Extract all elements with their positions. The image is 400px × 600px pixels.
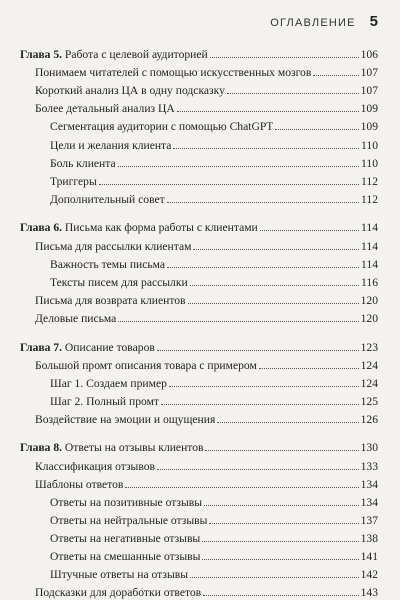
entry-page-number: 141 xyxy=(360,550,378,564)
entry-title: Тексты писем для рассылки xyxy=(50,275,188,289)
entry-title: Важность темы письма xyxy=(50,257,166,271)
subsection-entry[interactable] xyxy=(20,545,378,563)
entry-page-number: 120 xyxy=(360,293,378,307)
entry-title: Короткий анализ ЦА в одну подсказку xyxy=(35,84,225,98)
chapter-name: Работа с целевой аудиторией xyxy=(62,48,208,62)
dot-leader xyxy=(188,303,359,304)
dot-leader xyxy=(161,404,359,405)
dot-leader xyxy=(227,93,359,94)
entry-page-number: 137 xyxy=(360,513,378,527)
subsection-entry[interactable] xyxy=(20,115,378,133)
section-entry[interactable] xyxy=(20,61,378,79)
entry-title: Шаг 2. Полный промт xyxy=(50,394,159,408)
chapter-block xyxy=(20,436,378,599)
entry-title: Письма для рассылки клиентам xyxy=(35,239,192,253)
entry-title: Шаблоны ответов xyxy=(35,477,124,491)
subsection-entry[interactable] xyxy=(20,188,378,206)
entry-page-number: 134 xyxy=(360,495,378,509)
dot-leader xyxy=(203,595,358,596)
entry-title: Штучные ответы на отзывы xyxy=(50,568,189,582)
dot-leader xyxy=(217,422,358,423)
chapter-title xyxy=(20,341,155,354)
chapter-block xyxy=(20,43,378,206)
section-entry[interactable] xyxy=(20,307,378,325)
subsection-entry[interactable] xyxy=(20,253,378,271)
entry-title: Сегментация аудитории с помощью ChatGPT xyxy=(50,120,274,134)
entry-title: Большой промт описания товара с примером xyxy=(35,358,257,372)
entry-title: Ответы на смешанные отзывы xyxy=(50,550,201,564)
dot-leader xyxy=(125,487,358,488)
dot-leader xyxy=(275,129,358,130)
page-header xyxy=(270,13,378,30)
chapter-entry[interactable] xyxy=(20,216,378,234)
dot-leader xyxy=(177,111,359,112)
chapter-entry[interactable] xyxy=(20,436,378,454)
entry-title: Шаг 1. Создаем пример xyxy=(50,376,167,390)
page-number: 5 xyxy=(369,13,378,30)
entry-title: Деловые письма xyxy=(35,311,117,325)
chapter-block xyxy=(20,216,378,325)
entry-page-number: 142 xyxy=(360,568,378,582)
section-entry[interactable] xyxy=(20,581,378,599)
chapter-label: Глава 7. xyxy=(20,340,63,354)
entry-page-number: 114 xyxy=(361,257,378,271)
entry-title: Ответы на нейтральные отзывы xyxy=(50,513,208,527)
subsection-entry[interactable] xyxy=(20,372,378,390)
section-entry[interactable] xyxy=(20,454,378,472)
entry-title: Цели и желания клиента xyxy=(50,138,172,152)
dot-leader xyxy=(202,559,358,560)
dot-leader xyxy=(209,523,358,524)
entry-page-number: 112 xyxy=(361,192,378,206)
chapter-page-number: 114 xyxy=(361,221,378,235)
dot-leader xyxy=(157,350,359,351)
dot-leader xyxy=(260,230,359,231)
entry-title: Подсказки для доработки ответов xyxy=(35,586,202,600)
chapter-page-number: 123 xyxy=(360,340,378,354)
subsection-entry[interactable] xyxy=(20,491,378,509)
chapter-entry[interactable] xyxy=(20,335,378,353)
entry-title: Ответы на негативные отзывы xyxy=(50,531,201,545)
entry-page-number: 124 xyxy=(360,358,378,372)
running-title: ОГЛАВЛЕНИЕ xyxy=(270,17,356,29)
dot-leader xyxy=(118,166,359,167)
section-entry[interactable] xyxy=(20,79,378,97)
chapter-name: Ответы на отзывы клиентов xyxy=(62,441,204,455)
chapter-title xyxy=(20,441,203,454)
dot-leader xyxy=(210,57,359,58)
entry-page-number: 116 xyxy=(361,275,378,289)
table-of-contents xyxy=(20,43,378,599)
entry-title: Понимаем читателей с помощью искусственных мозгов xyxy=(35,66,312,80)
entry-title: Воздействие на эмоции и ощущения xyxy=(35,412,216,426)
section-entry[interactable] xyxy=(20,473,378,491)
dot-leader xyxy=(259,368,359,369)
entry-page-number: 109 xyxy=(360,102,378,116)
dot-leader xyxy=(190,577,359,578)
chapter-title xyxy=(20,221,258,234)
chapter-label: Глава 8. xyxy=(20,441,63,455)
dot-leader xyxy=(118,321,358,322)
entry-page-number: 110 xyxy=(361,156,378,170)
dot-leader xyxy=(193,249,359,250)
entry-page-number: 124 xyxy=(360,376,378,390)
entry-page-number: 109 xyxy=(360,120,378,134)
chapter-block xyxy=(20,335,378,425)
chapter-name: Письма как форма работы с клиентами xyxy=(62,221,258,235)
subsection-entry[interactable] xyxy=(20,152,378,170)
entry-page-number: 138 xyxy=(360,531,378,545)
dot-leader xyxy=(169,386,359,387)
entry-title: Письма для возврата клиентов xyxy=(35,293,186,307)
subsection-entry[interactable] xyxy=(20,271,378,289)
subsection-entry[interactable] xyxy=(20,133,378,151)
entry-page-number: 143 xyxy=(360,586,378,600)
subsection-entry[interactable] xyxy=(20,527,378,545)
section-entry[interactable] xyxy=(20,234,378,252)
dot-leader xyxy=(313,75,358,76)
section-entry[interactable] xyxy=(20,289,378,307)
entry-page-number: 110 xyxy=(361,138,378,152)
chapter-page-number: 130 xyxy=(360,441,378,455)
dot-leader xyxy=(173,148,359,149)
entry-title: Триггеры xyxy=(50,174,97,188)
dot-leader xyxy=(204,505,359,506)
entry-page-number: 133 xyxy=(360,459,378,473)
dot-leader xyxy=(167,202,359,203)
subsection-entry[interactable] xyxy=(20,170,378,188)
entry-page-number: 126 xyxy=(360,412,378,426)
chapter-label: Глава 5. xyxy=(20,48,63,62)
chapter-label: Глава 6. xyxy=(20,221,63,235)
entry-title: Ответы на позитивные отзывы xyxy=(50,495,203,509)
dot-leader xyxy=(205,450,358,451)
chapter-entry[interactable] xyxy=(20,43,378,61)
chapter-name: Описание товаров xyxy=(62,340,155,354)
chapter-page-number: 106 xyxy=(360,48,378,62)
entry-page-number: 120 xyxy=(360,311,378,325)
entry-page-number: 114 xyxy=(361,239,378,253)
entry-title: Боль клиента xyxy=(50,156,116,170)
subsection-entry[interactable] xyxy=(20,390,378,408)
entry-page-number: 134 xyxy=(360,477,378,491)
entry-page-number: 107 xyxy=(360,84,378,98)
subsection-entry[interactable] xyxy=(20,563,378,581)
dot-leader xyxy=(202,541,358,542)
entry-page-number: 107 xyxy=(360,66,378,80)
entry-title: Более детальный анализ ЦА xyxy=(35,102,175,116)
dot-leader xyxy=(157,469,359,470)
entry-title: Классификация отзывов xyxy=(35,459,156,473)
section-entry[interactable] xyxy=(20,97,378,115)
dot-leader xyxy=(190,285,359,286)
entry-page-number: 112 xyxy=(361,174,378,188)
chapter-title xyxy=(20,48,208,61)
section-entry[interactable] xyxy=(20,408,378,426)
entry-page-number: 125 xyxy=(360,394,378,408)
section-entry[interactable] xyxy=(20,354,378,372)
subsection-entry[interactable] xyxy=(20,509,378,527)
dot-leader xyxy=(99,184,359,185)
dot-leader xyxy=(167,267,359,268)
entry-title: Дополнительный совет xyxy=(50,192,165,206)
